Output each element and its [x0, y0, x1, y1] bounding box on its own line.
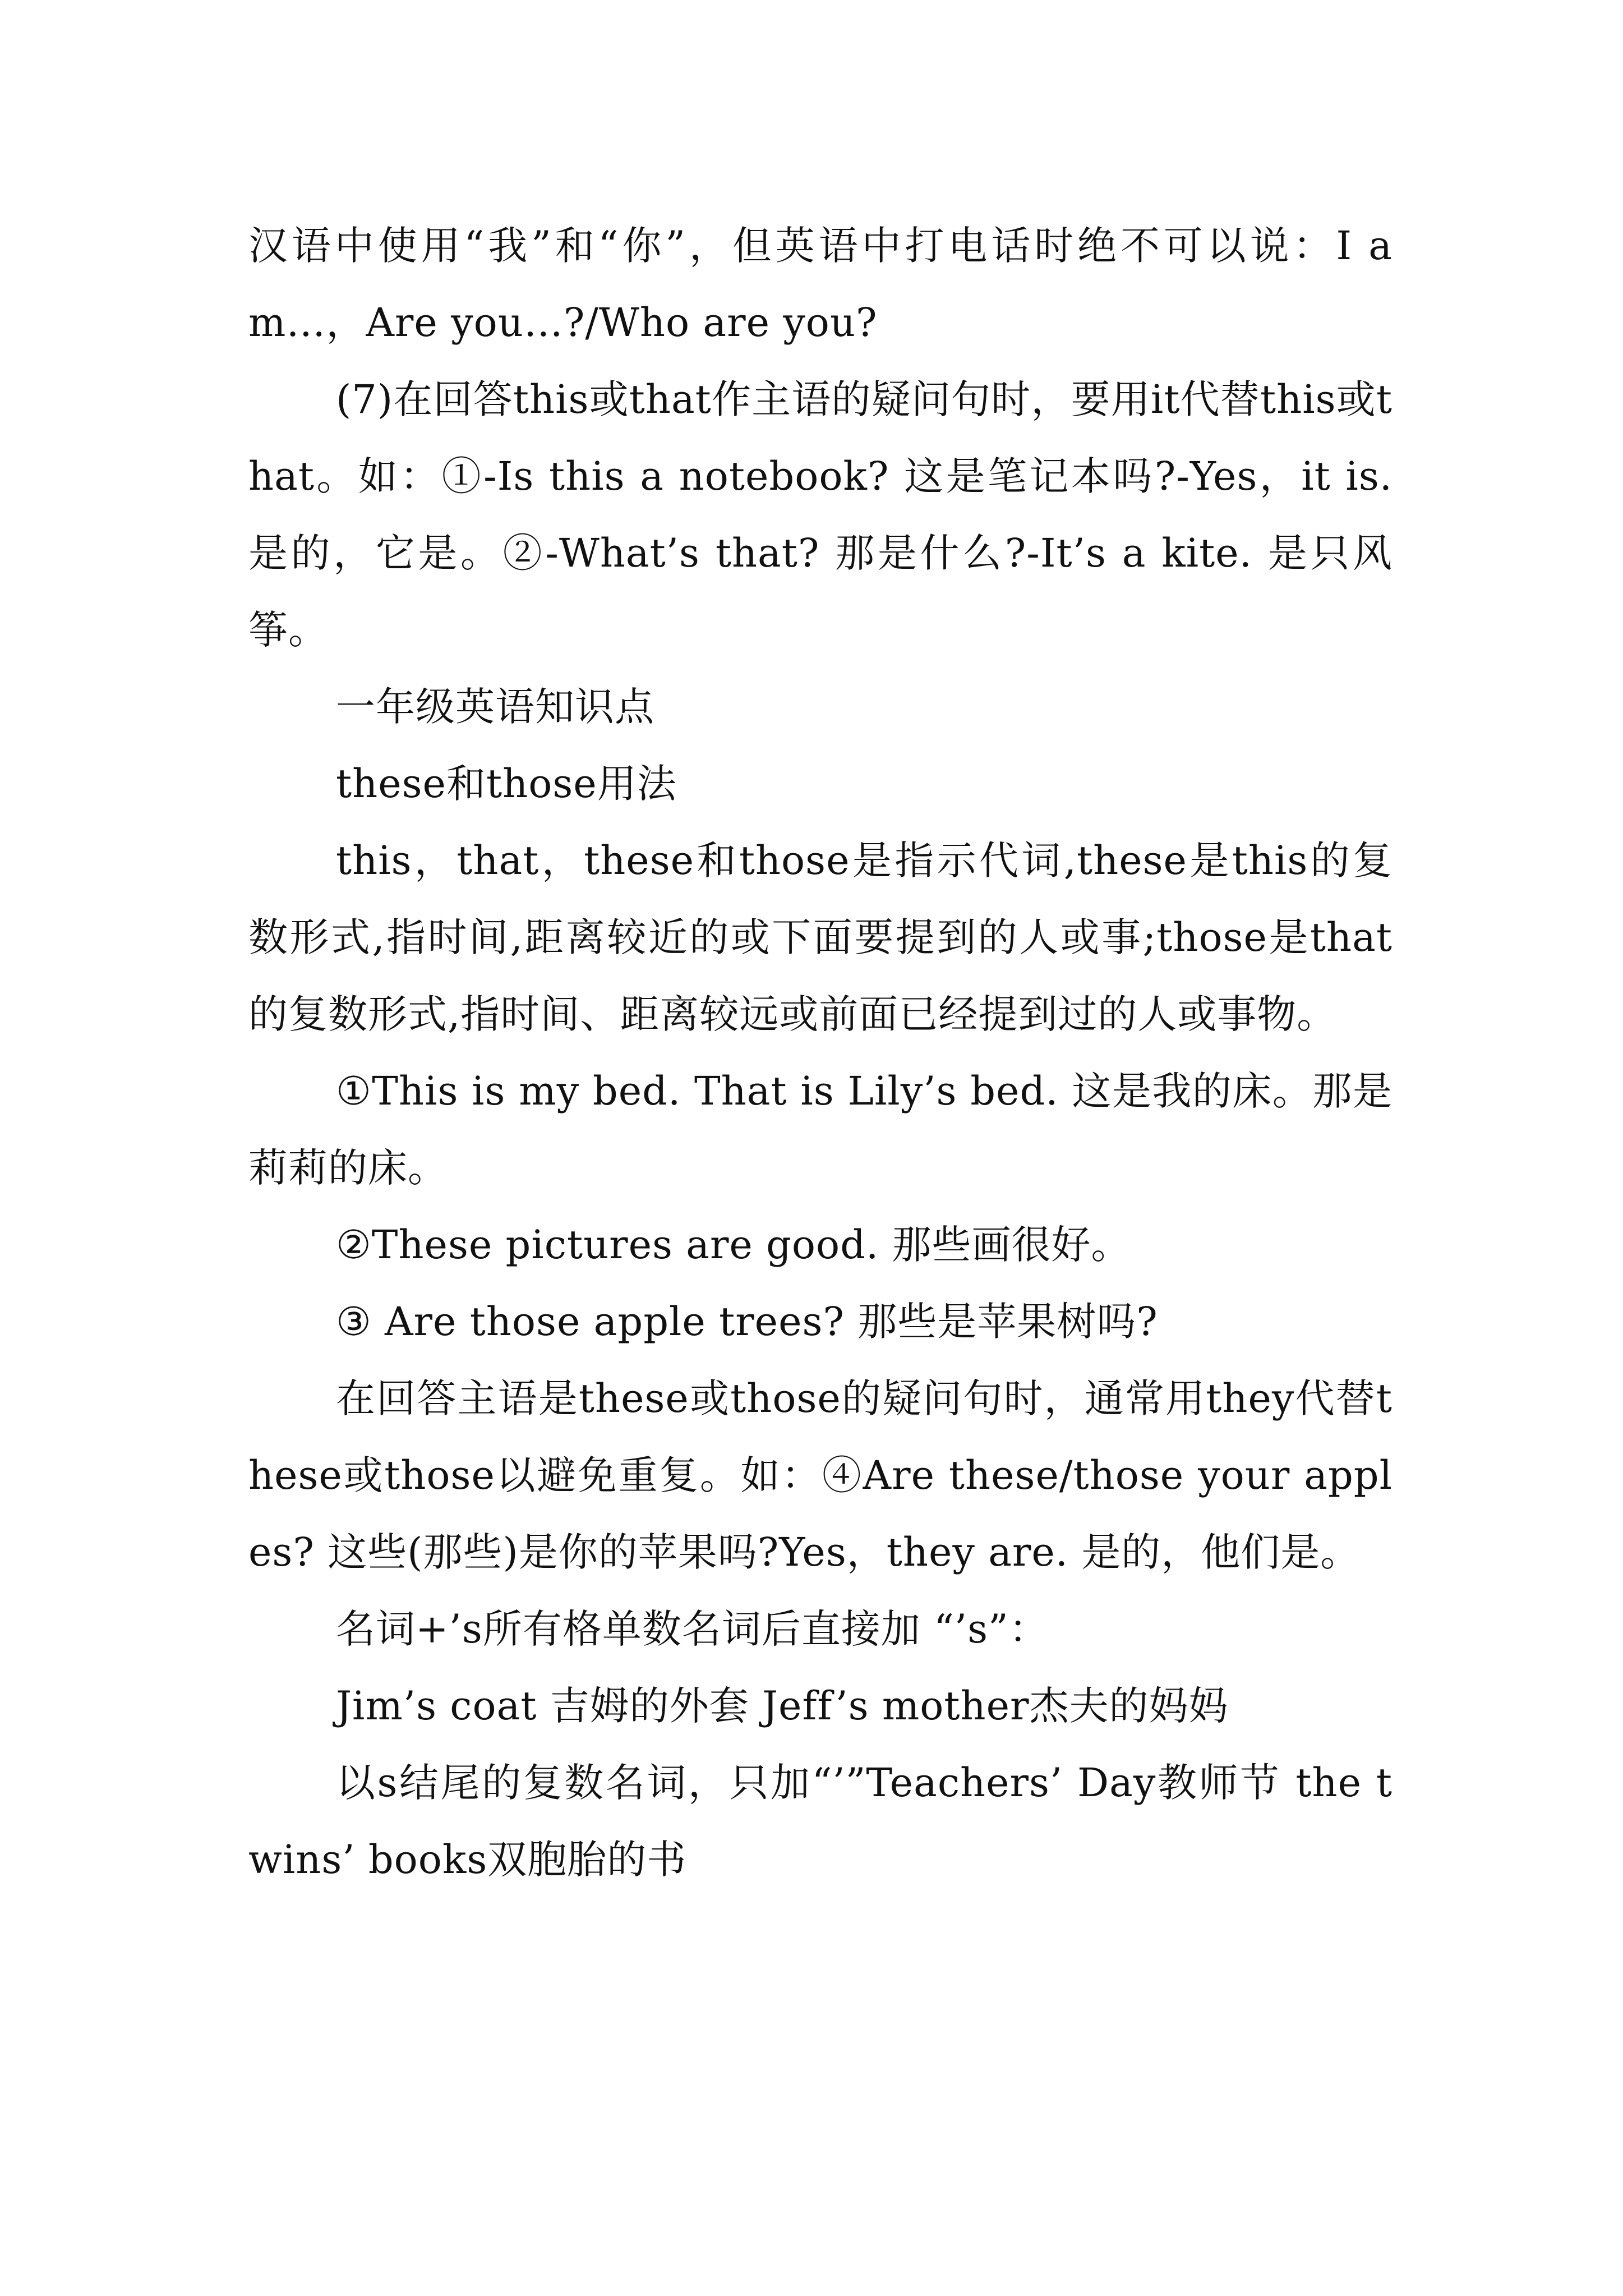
example-possessive: Jim’s coat 吉姆的外套 Jeff’s mother杰夫的妈妈 [336, 1683, 1229, 1729]
paragraph-they-answer: 在回答主语是these或those的疑问句时，通常用they代替these或those以避免重复。如：④Are these/those your apples? 这些(那些)是你的苹果吗?Yes，they are. 是的，他们是。 [248, 1375, 1393, 1575]
paragraph-phone-note: 汉语中使用“我”和“你”，但英语中打电话时绝不可以说：I am…，Are you…?/Who are you? [248, 223, 1393, 346]
paragraph-demonstratives: this，that，these和those是指示代词,these是this的复数形式,指时间,距离较近的或下面要提到的人或事;those是that的复数形式,指时间、距离较远或前面已经提到过的人或事物。 [248, 838, 1393, 1037]
paragraph-rule-7: (7)在回答this或that作主语的疑问句时，要用it代替this或that。如：①-Is this a notebook? 这是笔记本吗?-Yes，it is. 是的，它是。②-What’s that? 那是什么?-It’s a kite. 是只风筝。 [248, 376, 1393, 653]
document-body [248, 208, 1393, 1898]
paragraph-possessive-plural: 以s结尾的复数名词，只加“’”Teachers’ Day教师节 the twins’ books双胞胎的书 [248, 1760, 1393, 1883]
paragraph-possessive-singular: 名词+’s所有格单数名词后直接加 “’s”： [336, 1606, 1049, 1652]
section-heading: 一年级英语知识点 [336, 684, 654, 730]
example-2: ②These pictures are good. 那些画很好。 [336, 1222, 1131, 1268]
subsection-heading-these-those: these和those用法 [336, 761, 677, 807]
example-3: ③ Are those apple trees? 那些是苹果树吗? [336, 1299, 1158, 1345]
example-1: ①This is my bed. That is Lily’s bed. 这是我的床。那是莉莉的床。 [248, 1068, 1393, 1191]
